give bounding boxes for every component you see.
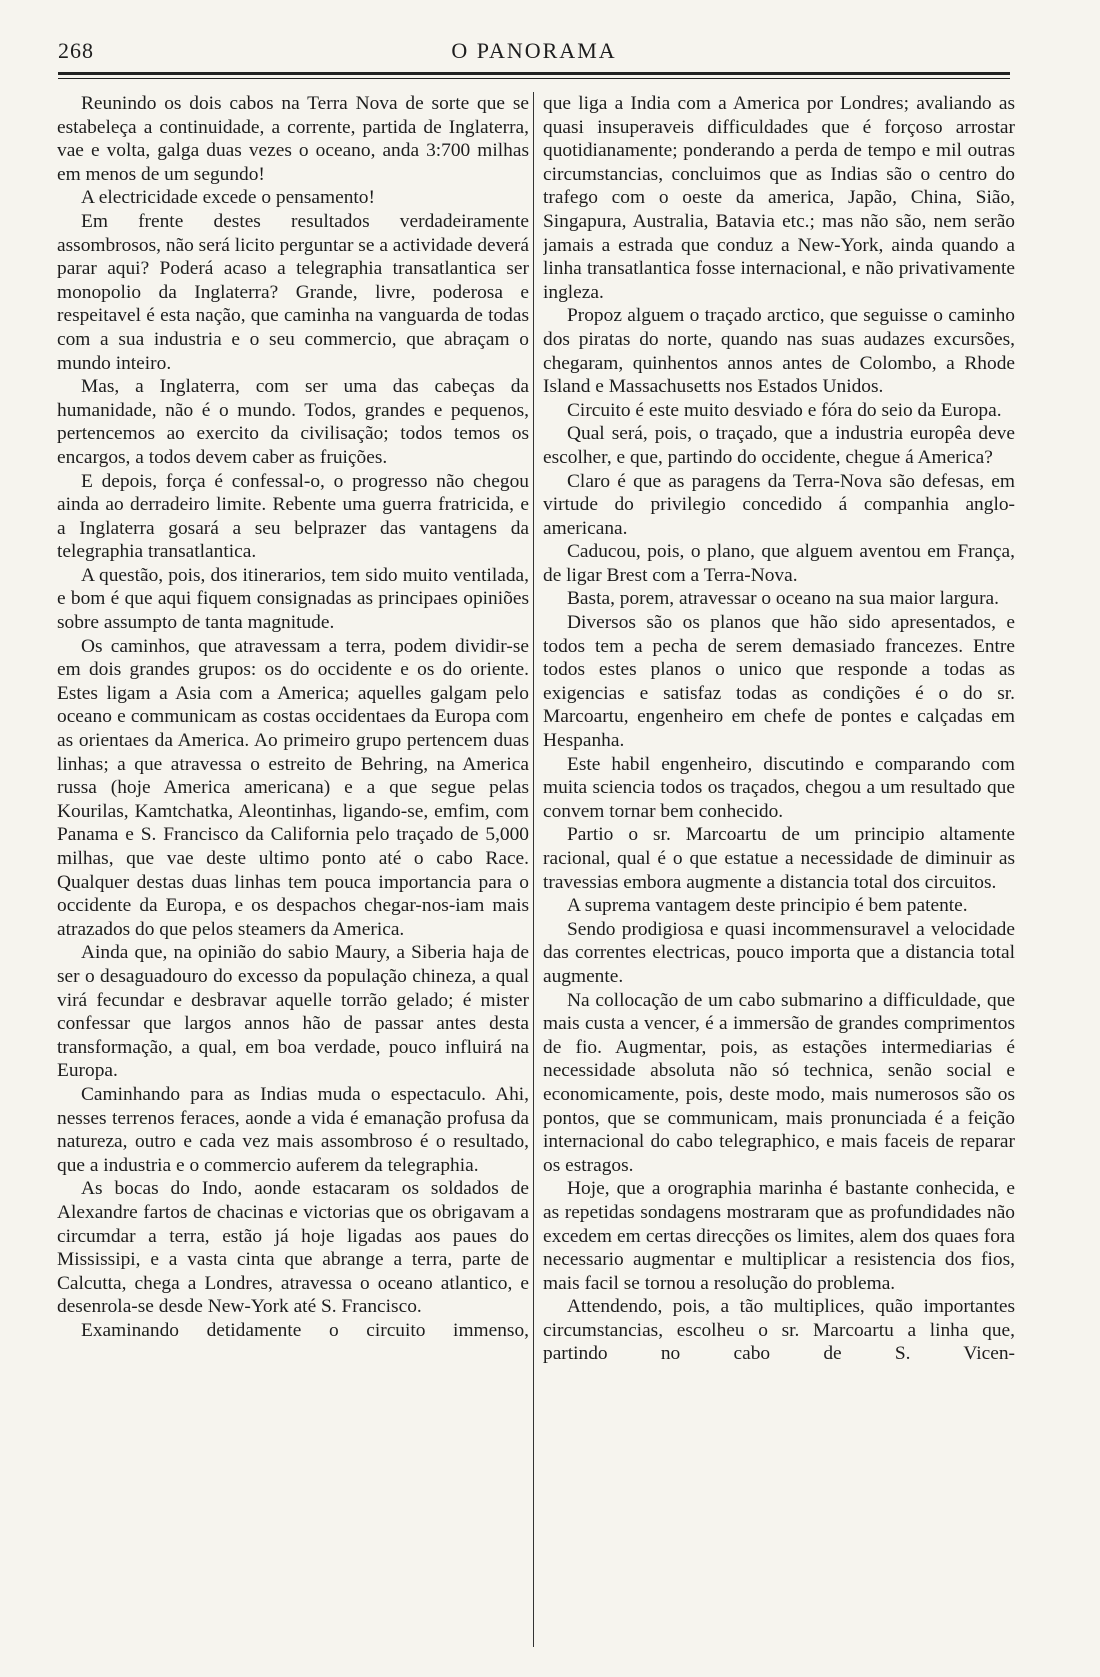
paragraph: Este habil engenheiro, discutindo e comparando com muita sciencia todos os traçados, chegou a um resultado que convem tornar bem conhecido. (543, 753, 1015, 822)
paragraph: Sendo prodigiosa e quasi incommensuravel a velocidade das correntes electricas, pouco importa que a distancia total augmente. (543, 918, 1015, 987)
paragraph: Na collocação de um cabo submarino a difficuldade, que mais custa a vencer, é a immersão de grandes comprimentos de fio. Augmentar, pois, as estações intermediarias é necessidade absoluta não só technica, senão social e economicamente, pois, deste modo, mais numerosos são os pontos, que se communicam, mais pronunciada é a feição internacional do cabo telegraphico, e mais faceis de reparar os estragos. (543, 989, 1015, 1176)
paragraph: Basta, porem, atravessar o oceano na sua maior largura. (567, 588, 999, 610)
paragraph: Os caminhos, que atravessam a terra, podem dividir-se em dois grandes grupos: os do occidente e os do oriente. Estes ligam a Asia com a America; aquelles galgam pelo oceano e communicam as costas occidentaes da Europa com as orientaes da America. Ao primeiro grupo pertencem duas linhas; a que atravessa o estreito de Behring, na America russa (hoje America americana) e a que segue pelas Kourilas, Kamtchatka, Aleontinhas, ligando-se, emfim, com Panama e S. Francisco da California pelo traçado de 5,000 milhas, que vae deste ultimo ponto até o cabo Race. Qualquer destas duas linhas tem pouca importancia para o occidente da Europa, e os despachos chegar-nos-iam mais atrazados do que pelos steamers da America. (57, 635, 529, 940)
paragraph: Attendendo, pois, a tão multiplices, quão importantes circumstancias, escolheu o sr. Marcoartu a linha que, partindo no cabo de S. Vicen- (543, 1296, 1015, 1365)
paragraph: E depois, força é confessal-o, o progresso não chegou ainda ao derradeiro limite. Rebente uma guerra fratricida, e a Inglaterra gosará a seu belprazer das vantagens da telegraphia transatlantica. (57, 470, 529, 563)
page-header (58, 38, 1010, 74)
paragraph: Diversos são os planos que hão sido apresentados, e todos tem a pecha de serem demasiado francezes. Entre todos estes planos o unico que responde a todas as exigencias e satisfaz todas as condições é o do sr. Marcoartu, engenheiro em chefe de pontes e calçadas em Hespanha. (543, 612, 1015, 752)
paragraph: As bocas do Indo, aonde estacaram os soldados de Alexandre fartos de chacinas e victorias que os obrigavam a circumdar a terra, estão já hoje ligadas aos paues do Mississipi, e a vasta cinta que abrange a terra, parte de Calcutta, chega a Londres, atravessa o oceano atlantico, e desenrola-se desde New-York até S. Francisco. (57, 1178, 529, 1318)
paragraph: Em frente destes resultados verdadeiramente assombrosos, não será licito perguntar se a actividade deverá parar aqui? Poderá acaso a telegraphia transatlantica ser monopolio da Inglaterra? Grande, livre, poderosa e respeitavel é esta nação, que caminha na vanguarda de todas com a sua industria e o seu commercio, que abraçam o mundo inteiro. (57, 210, 529, 374)
paragraph: Partio o sr. Marcoartu de um principio altamente racional, qual é o que estatue a necessidade de diminuir as travessias embora augmente a distancia total dos circuitos. (543, 824, 1015, 893)
paragraph: Mas, a Inglaterra, com ser uma das cabeças da humanidade, não é o mundo. Todos, grandes e pequenos, pertencemos ao exercito da civilisação; todos temos os encargos, a todos devem caber as fruições. (57, 376, 529, 468)
journal-title: O PANORAMA (451, 38, 617, 63)
paragraph: A suprema vantagem deste principio é bem patente. (567, 895, 968, 917)
right-column (543, 92, 1015, 1652)
header-rule-thin (58, 78, 1010, 79)
paragraph: Reunindo os dois cabos na Terra Nova de sorte que se estabeleça a continuidade, a corrente, partida de Inglaterra, vae e volta, galga duas vezes o oceano, anda 3:700 milhas em menos de um segundo! (57, 93, 529, 185)
paragraph: Claro é que as paragens da Terra-Nova são defesas, em virtude do privilegio concedido á companhia anglo-americana. (543, 470, 1015, 539)
paragraph: Examinando detidamente o circuito immenso, (81, 1319, 529, 1341)
paragraph: Caducou, pois, o plano, que alguem aventou em França, de ligar Brest com a Terra-Nova. (543, 541, 1015, 586)
paragraph: que liga a India com a America por Londres; avaliando as quasi insuperaveis difficuldades que é forçoso arrostar quotidianamente; ponderando a perda de tempo e mil outras circumstancias, concluimos que as Indias são o centro do trafego com o oeste da america, Japão, China, Sião, Singapura, Australia, Batavia etc.; mas não são, nem serão jamais a estrada que conduz a New-York, ainda quando a linha transatlantica fosse internacional, e não privativamente ingleza. (543, 93, 1015, 303)
paragraph: A questão, pois, dos itinerarios, tem sido muito ventilada, e bom é que aqui fiquem consignadas as principaes opiniões sobre assumpto de tanta magnitude. (57, 564, 529, 634)
column-divider (533, 92, 534, 1647)
page-number: 268 (58, 38, 94, 63)
paragraph: Qual será, pois, o traçado, que a industria europêa deve escolher, e que, partindo do occidente, chegue á America? (543, 423, 1015, 468)
paragraph: Ainda que, na opinião do sabio Maury, a Siberia haja de ser o desaguadouro do excesso da população chineza, a qual virá fecundar e desbravar aquelle torrão gelado; é mister confessar que largos annos hão de passar antes desta transformação, a qual, em boa verdade, pouco influirá na Europa. (57, 942, 529, 1082)
paragraph: Hoje, que a orographia marinha é bastante conhecida, e as repetidas sondagens mostraram que as profundidades não excedem em certas direcções os limites, alem dos quaes fora necessario augmentar e multiplicar a resistencia dos fios, mais facil se tornou a resolução do problema. (543, 1178, 1015, 1294)
paragraph: Propoz alguem o traçado arctico, que seguisse o caminho dos piratas do norte, quando nas suas audazes excursões, chegaram, quinhentos annos antes de Colombo, a Rhode Island e Massachusetts nos Estados Unidos. (543, 305, 1015, 398)
header-rule-thick (58, 72, 1010, 75)
paragraph: Circuito é este muito desviado e fóra do seio da Europa. (567, 399, 1002, 421)
paragraph: A electricidade excede o pensamento! (81, 187, 375, 209)
paragraph: Caminhando para as Indias muda o espectaculo. Ahi, nesses terrenos feraces, aonde a vida é emanação profusa da natureza, outro e cada vez mais assombroso é o resultado, que a industria e o commercio auferem da telegraphia. (57, 1083, 529, 1176)
left-column (57, 92, 529, 1652)
